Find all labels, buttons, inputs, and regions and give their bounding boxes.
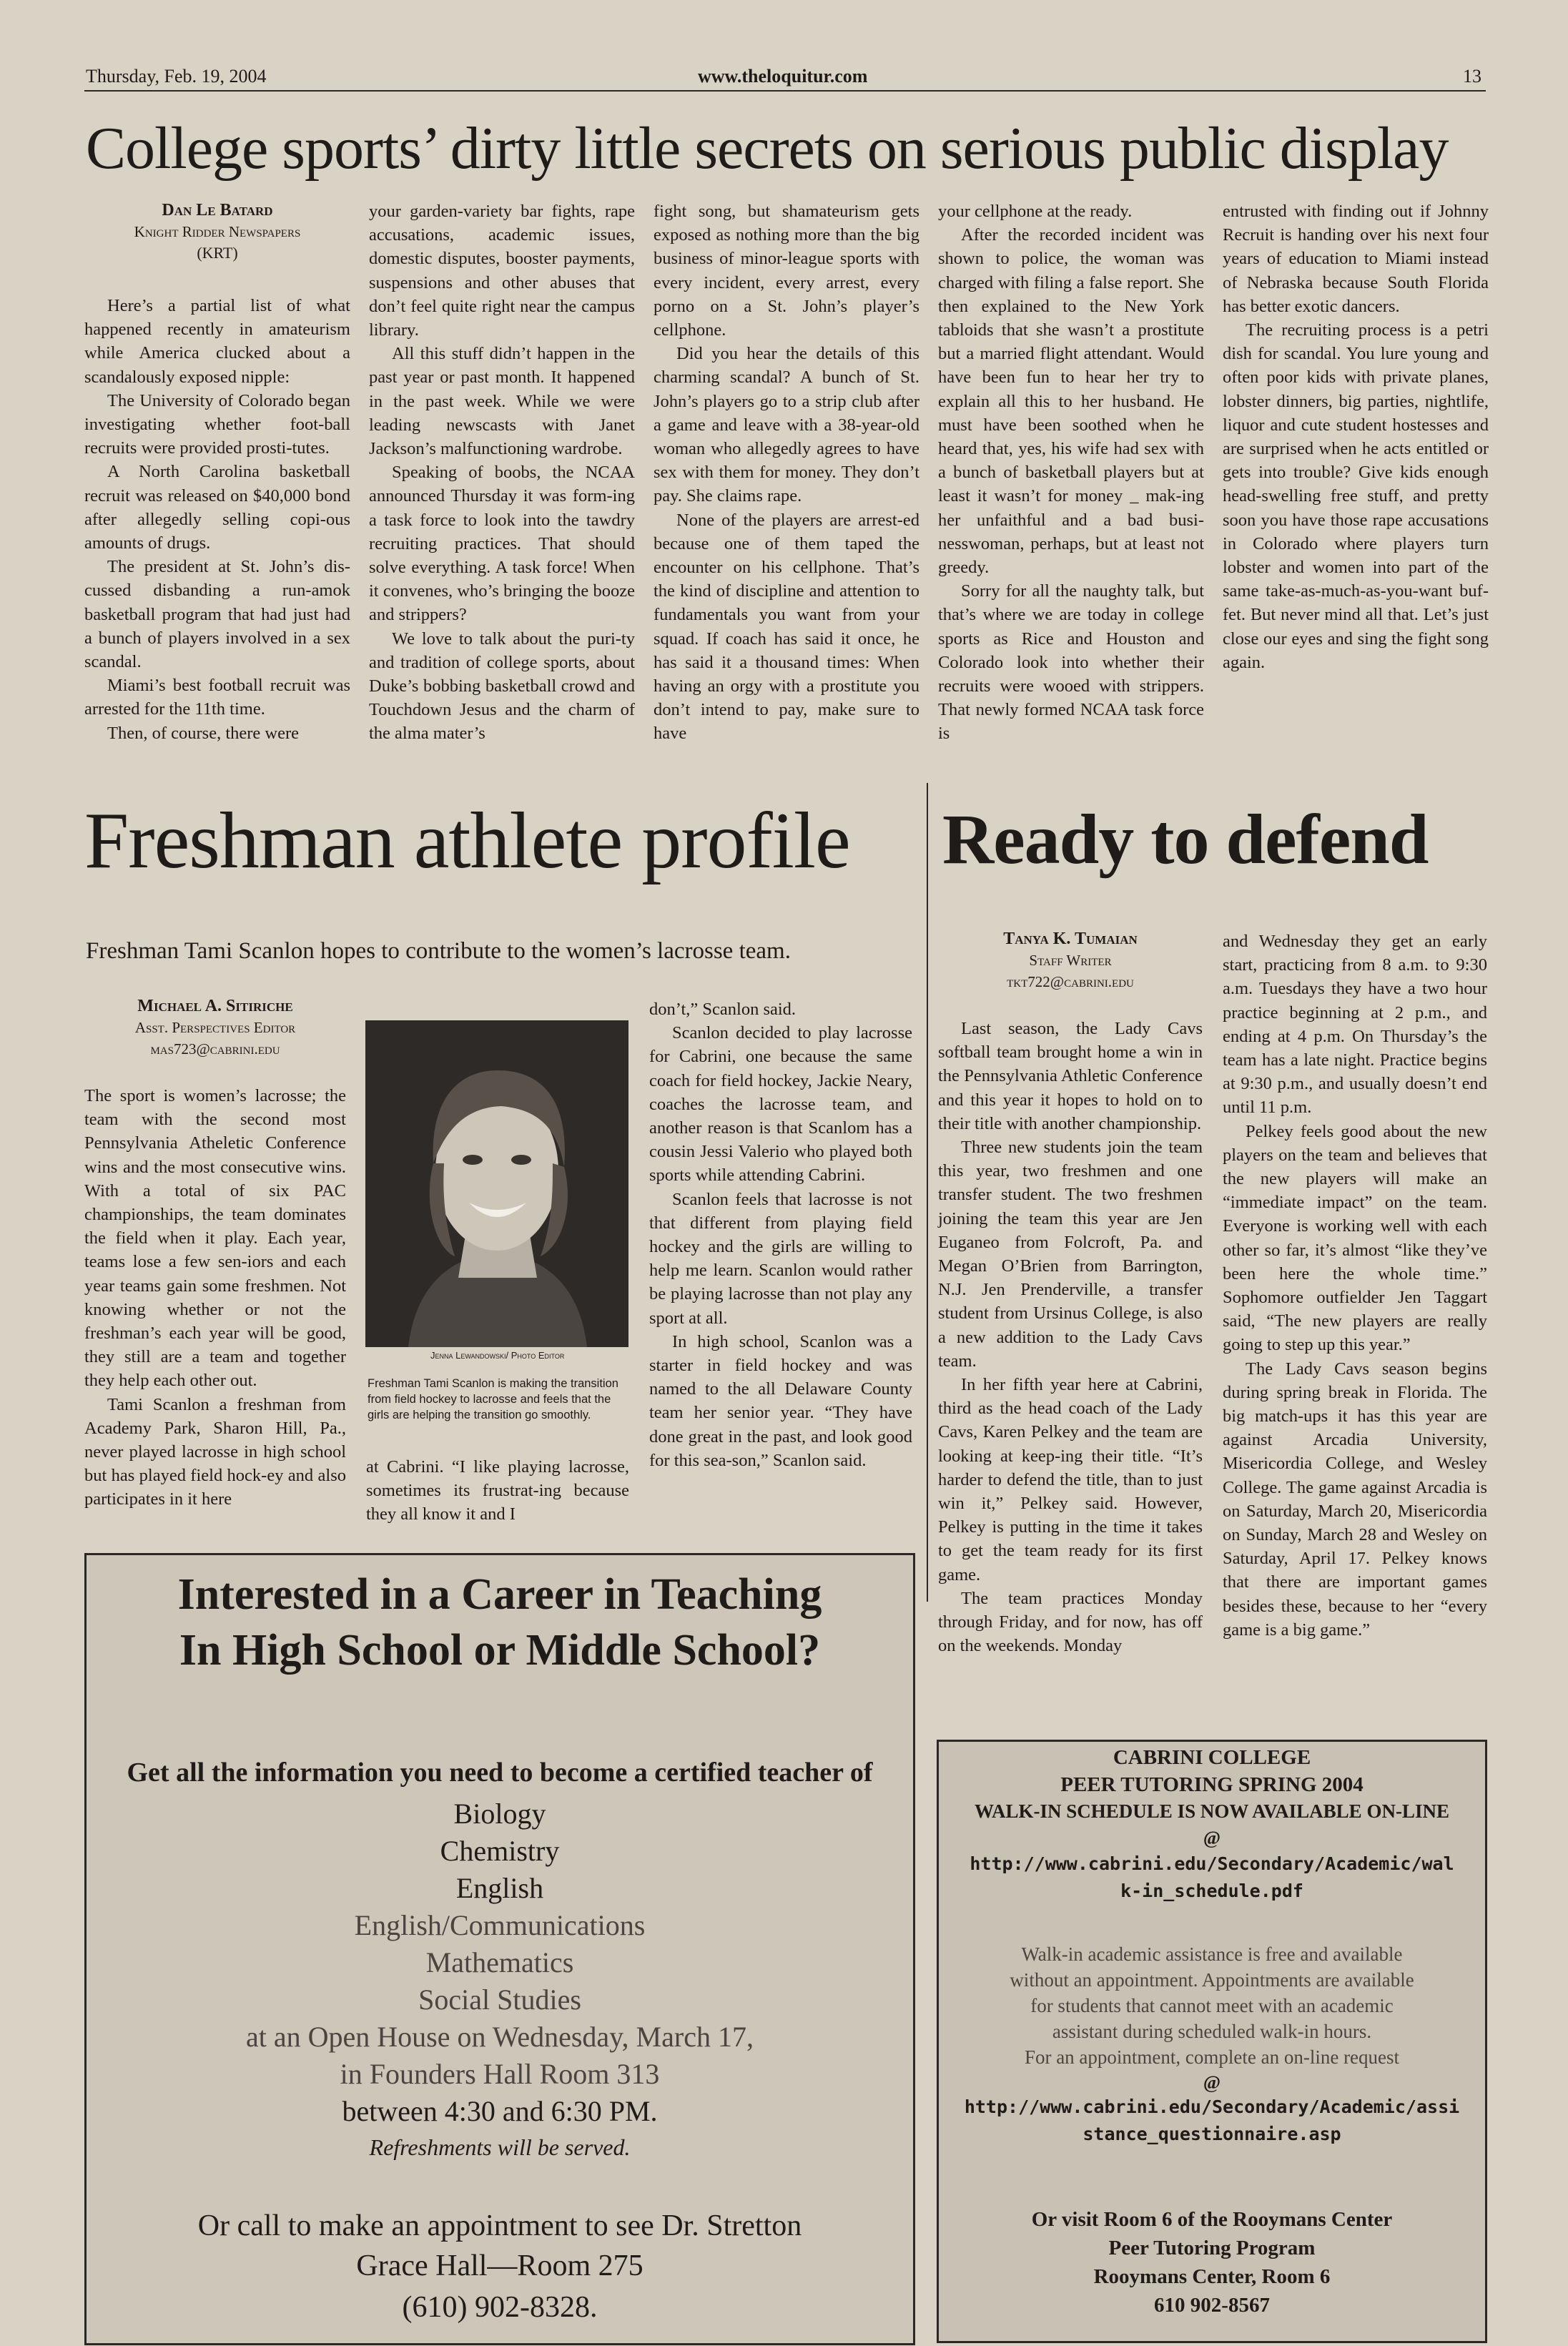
tutoring-ad-body-3: for students that cannot meet with an academic: [1030, 1995, 1394, 2016]
story1-paragraph: Miami’s best football recruit was arrested for the 11th time.: [84, 676, 350, 719]
story1-paragraph: Did you hear the details of this charming scandal? A bunch of St. John’s players go to a strip club after a game and leave with a 38-year-old woman who allegedly agrees to have sex with them for money. They don’t pay. She claims rape.: [654, 344, 919, 506]
story1-paragraph: The president at St. John’s dis-cussed disbanding a run-amok basketball program that had just had a bunch of players involved in a sex scandal.: [84, 557, 350, 672]
story1-paragraph: your garden-variety bar fights, rape accusations, academic issues, domestic disputes, booster payments, suspensions and other abuses that don’t feel quite right near the campus library.: [369, 202, 635, 340]
story2-column-1: [84, 995, 346, 1512]
story3-author: Tanya K. Tumaian: [1003, 930, 1138, 948]
story1-column-5: [1223, 199, 1489, 674]
story2-paragraph: In high school, Scanlon was a starter in field hockey and was named to the all Delaware County team her senior year. “They have done great in the past, and look good for this sea-son,” Scanlon said.: [649, 1331, 912, 1470]
story2-column-3: [649, 997, 912, 1472]
story1-paragraph: The recruiting process is a petri dish for scandal. You lure young and often poor kids with private planes, lobster dinners, big parties, nightlife, liquor and cute student hostesses and are surprised when he acts entitled or gets into trouble? Give kids enough head-swelling free stuff, and pretty soon you have those rape accusations in Colorado where players turn lobster and women into part of the same take-as-much-as-you-want buf-fet. But never mind all that. Let’s just close our eyes and sing the fight song again.: [1223, 320, 1489, 672]
subject-english-communications: English/Communications: [354, 1909, 646, 1941]
story1-paragraph: A North Carolina basketball recruit was released on $40,000 bond after allegedly selling copi-ous amounts of drugs.: [84, 462, 350, 553]
tutoring-schedule-link[interactable]: http://www.cabrini.edu/Secondary/Academic/wal: [970, 1853, 1454, 1874]
story3-title: Staff Writer: [1029, 952, 1112, 969]
athlete-portrait-image: [365, 1020, 628, 1347]
story3-paragraph: In her fifth year here at Cabrini, third as the head coach of the Lady Cavs, Karen Pelkey and the team are looking at keep-ing their title. “It’s harder to defend the title, than to just win it,” Pelkey said. However, Pelkey is putting in the time it takes to get the team ready for its first game.: [938, 1375, 1203, 1584]
tutoring-ad-body-5: For an appointment, complete an on-line request: [1024, 2046, 1400, 2068]
teaching-ad-event-3: between 4:30 and 6:30 PM.: [342, 2095, 658, 2127]
tutoring-ad-availability: WALK-IN SCHEDULE IS NOW AVAILABLE ON-LINE: [975, 1800, 1449, 1822]
story1-paragraph: The University of Colorado began investigating whether foot-ball recruits were provided prosti-tutes.: [84, 390, 350, 458]
story1-paragraph: entrusted with finding out if Johnny Recruit is handing over his next four years of education to Miami instead of Nebraska because South Florida has better exotic dancers.: [1223, 202, 1489, 316]
story1-column-3: [654, 199, 919, 746]
story1-paragraph: Here’s a partial list of what happened recently in amateurism while America clucked about a scandalously exposed nipple:: [84, 296, 350, 387]
photo-credit: Jenna Lewandowski/ Photo Editor: [430, 1350, 565, 1361]
teaching-ad-place: Grace Hall—Room 275: [356, 2249, 644, 2282]
story2-subhead: Freshman Tami Scanlon hopes to contribute to the women’s lacrosse team.: [86, 938, 791, 964]
story3-paragraph: The Lady Cavs season begins during spring break in Florida. The big match-ups it has this year are against Arcadia University, Misericordia College, and Wesley College. The game against Arcadia is on Saturday, March 20, Misericordia on Sunday, March 28 and Wesley on Saturday, April 17. Pelkey knows that there are important games besides these, because to her “every game is a big game.”: [1223, 1359, 1487, 1640]
teaching-ad: [84, 1553, 915, 2345]
story2-paragraph: Scanlon feels that lacrosse is not that different from playing field hockey and the girls are willing to help me learn. Scanlon would rather be playing lacrosse than not play any sport at all.: [649, 1189, 912, 1328]
tutoring-ad-phone: 610 902-8567: [1154, 2294, 1270, 2317]
subject-biology: Biology: [453, 1798, 546, 1830]
story2-author: Michael A. Sitiriche: [137, 997, 293, 1015]
story3-paragraph: Pelkey feels good about the new players on the team and believes that the new players will make an “immediate impact” on the team. Everyone is working well with each other so far, it’s almost “like they’ve been here the whole time.” Sophomore outfielder Jen Taggart said, “The new players are really going to step up this year.”: [1223, 1121, 1487, 1355]
story3-paragraph: and Wednesday they get an early start, practicing from 8 a.m. to 9:30 a.m. Tuesdays they have a two hour practice beginning at 2 p.m., and ending at 4 p.m. On Thursday’s the team has a late night. Practice begins at 9:30 p.m., and usually doesn’t end until 11 p.m.: [1223, 932, 1487, 1118]
teaching-ad-call: Or call to make an appointment to see Dr. Stretton: [197, 2209, 802, 2242]
tutoring-ad-visit: Or visit Room 6 of the Rooymans Center: [1031, 2208, 1393, 2231]
story1-column-1: [84, 199, 350, 745]
story3-paragraph: The team practices Monday through Friday, and for now, has off on the weekends. Monday: [938, 1588, 1203, 1656]
story1-paragraph: All this stuff didn’t happen in the past year or past month. It happened in the past week. While we were leading newscasts with Janet Jackson’s malfunctioning wardrobe.: [369, 344, 635, 459]
story1-agency: (KRT): [197, 244, 238, 262]
teaching-ad-refreshments: Refreshments will be served.: [369, 2134, 631, 2160]
tutoring-ad-at: @: [1203, 1828, 1221, 1848]
story1-paragraph: None of the players are arrest-ed because one of them taped the encounter on his cellphone. That’s the kind of discipline and attention to fundamentals you want from your squad. If coach has said it once, he has said it a thousand times: When having an orgy with a prostitute you don’t intend to pay, make sure to have: [654, 510, 919, 744]
tutoring-ad-program: PEER TUTORING SPRING 2004: [1060, 1773, 1364, 1796]
site-url[interactable]: www.theloquitur.com: [698, 66, 868, 87]
tutoring-ad-program-name: Peer Tutoring Program: [1108, 2237, 1316, 2259]
subject-social-studies: Social Studies: [418, 1983, 581, 2016]
story1-column-4: [938, 199, 1204, 746]
story1-org: Knight Ridder Newspapers: [134, 223, 301, 240]
tutoring-ad-body-1: Walk-in academic assistance is free and available: [1021, 1943, 1403, 1965]
teaching-ad-event-1: at an Open House on Wednesday, March 17,: [246, 2021, 754, 2053]
subject-chemistry: Chemistry: [440, 1835, 560, 1867]
story2-paragraph: don’t,” Scanlon said.: [649, 1000, 797, 1019]
subject-english: English: [455, 1872, 544, 1904]
story1-paragraph: your cellphone at the ready.: [938, 202, 1133, 221]
teaching-ad-title-1: Interested in a Career in Teaching: [177, 1570, 822, 1619]
story2-paragraph: The sport is women’s lacrosse; the team with the second most Pennsylvania Atheletic Conference wins and the most consecutive wins. With a total of six PAC championships, the team dominates the field when it play. Each year, teams lose a few sen-iors and each year teams gain some freshmen. Not knowing whether or not the freshman’s each year will be good, they still are a team and together they help each other out.: [84, 1086, 346, 1391]
story1-paragraph: fight song, but shamateurism gets exposed as nothing more than the big business of minor-league sports with every incident, every arrest, every porno on a St. John’s player’s cellphone.: [654, 202, 919, 340]
header-rule: [84, 90, 1486, 92]
story2-headline: Freshman athlete profile: [84, 797, 850, 885]
story1-paragraph: Speaking of boobs, the NCAA announced Thursday it was form-ing a task force to look into the tawdry recruiting practices. That should solve everything. A task force! When it convenes, who’s bringing the booze and strippers?: [369, 463, 635, 625]
story2-paragraph: at Cabrini. “I like playing lacrosse, sometimes its frustrat-ing because they all know it and I: [366, 1457, 629, 1524]
story1-author: Dan Le Batard: [162, 201, 273, 220]
tutoring-schedule-link-cont[interactable]: k-in_schedule.pdf: [1120, 1881, 1303, 1901]
athlete-photo: [365, 1020, 628, 1347]
tutoring-ad-at-2: @: [1203, 2072, 1221, 2093]
story1-paragraph: Sorry for all the naughty talk, but that’s where we are today in college sports as Rice and Houston and Colorado look into whether their recruits were wooed with strippers. That newly formed NCAA task force is: [938, 581, 1204, 744]
tutoring-request-link-cont[interactable]: stance_questionnaire.asp: [1083, 2124, 1341, 2144]
page-number: 13: [1463, 66, 1481, 87]
story3-column-2: [1223, 930, 1487, 1642]
story3-paragraph: Last season, the Lady Cavs softball team brought home a win in the Pennsylvania Athletic Conference and this year it hopes to hold on to their title with another championship.: [938, 1019, 1203, 1133]
story1-paragraph: We love to talk about the puri-ty and tradition of college sports, about Duke’s bobbing basketball crowd and Touchdown Jesus and the charm of the alma mater’s: [369, 629, 635, 744]
story3-paragraph: Three new students join the team this year, two freshmen and one transfer student. The two freshmen joining the team this year are Jen Euganeo from Folcroft, Pa. and Megan O’Brien from Barrington, N.J. Jen Prenderville, a transfer student from Ursinus College, is also a new addition to the Lady Cavs team.: [938, 1138, 1203, 1371]
teaching-ad-event-2: in Founders Hall Room 313: [340, 2058, 660, 2090]
issue-date: Thursday, Feb. 19, 2004: [86, 66, 267, 87]
story1-paragraph: Then, of course, there were: [107, 723, 300, 743]
photo-caption: Freshman Tami Scanlon is making the transition from field hockey to lacrosse and feels that the girls are helping the transition go smoothly.: [368, 1377, 618, 1421]
subject-mathematics: Mathematics: [425, 1946, 574, 1978]
teaching-ad-phone: (610) 902-8328.: [402, 2291, 598, 2324]
story3-headline: Ready to defend: [942, 799, 1429, 879]
story1-headline: College sports’ dirty little secrets on serious public display: [86, 115, 1449, 182]
tutoring-ad-location: Rooymans Center, Room 6: [1093, 2265, 1331, 2288]
story1-paragraph: After the recorded incident was shown to police, the woman was charged with filing a false report. She then explained to the New York tabloids that she wasn’t a prostitute but a married flight attendant. Would have been fun to hear her try to explain all this to her husband. He must have been soothed when he heard that, yes, his wife had sex with a bunch of basketball players but at least it wasn’t for money _ mak-ing her unfaithful and a bad busi-nesswoman, perhaps, but at least not greedy.: [938, 225, 1204, 578]
story3-email[interactable]: tkt722@cabrini.edu: [1007, 973, 1134, 990]
tutoring-ad-college: CABRINI COLLEGE: [1113, 1746, 1311, 1769]
tutoring-request-link[interactable]: http://www.cabrini.edu/Secondary/Academic/assi: [964, 2096, 1460, 2117]
story2-paragraph: Tami Scanlon a freshman from Academy Park, Sharon Hill, Pa., never played lacrosse in high school but has played field hock-ey and also participates in it here: [84, 1394, 346, 1509]
teaching-ad-title-2: In High School or Middle School?: [179, 1626, 821, 1675]
teaching-ad-intro: Get all the information you need to become a certified teacher of: [127, 1758, 873, 1788]
story2-title: Asst. Perspectives Editor: [134, 1019, 296, 1036]
story1-column-2: [369, 199, 635, 746]
tutoring-ad-body-4: assistant during scheduled walk-in hours.: [1052, 2021, 1372, 2042]
story3-column-1: [938, 928, 1203, 1657]
tutoring-ad: [937, 1740, 1487, 2343]
story2-column-2: [366, 1455, 629, 1527]
tutoring-ad-body-2: without an appointment. Appointments are available: [1010, 1969, 1414, 1991]
story2-email[interactable]: mas723@cabrini.edu: [150, 1040, 280, 1058]
column-divider: [927, 783, 928, 1602]
story2-paragraph: Scanlon decided to play lacrosse for Cabrini, one because the same coach for field hockey, Jackie Neary, coaches the lacrosse team, and another reason is that Scanlom has a cousin Jessi Valerio who played both sports while attending Cabrini.: [649, 1023, 912, 1186]
